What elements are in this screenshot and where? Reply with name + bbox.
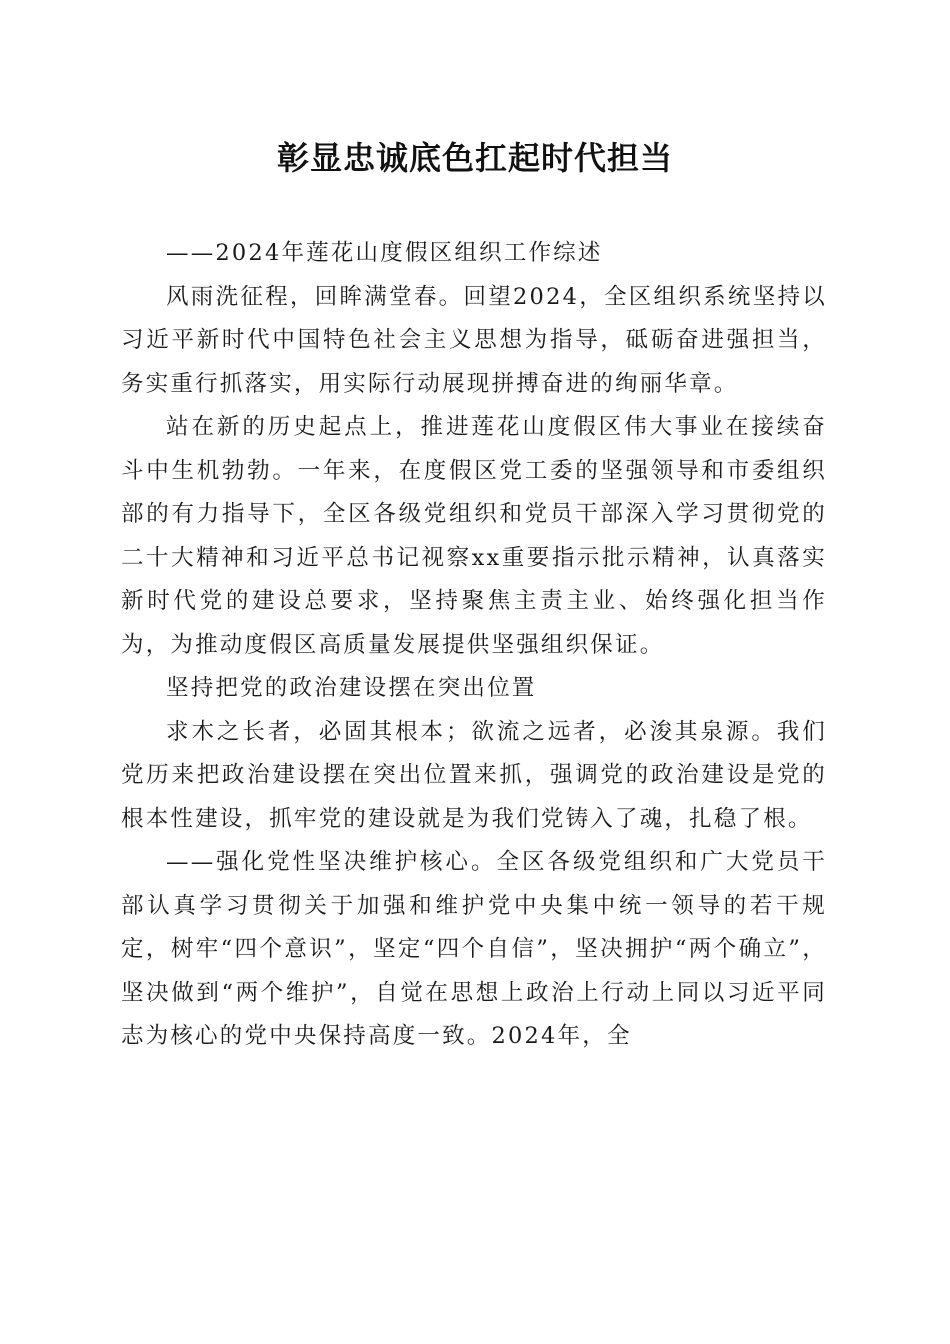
paragraph-overview: 站在新的历史起点上，推进莲花山度假区伟大事业在接续奋斗中生机勃勃。一年来，在度假区党工委的坚强领导和市委组织部的有力指导下，全区各级党组织和党员干部深入学习贯彻党的二十大精神和习近平总书记视察xx重要指示批示精神，认真落实新时代党的建设总要求，坚持聚焦主责主业、始终强化担当作为，为推动度假区高质量发展提供坚强组织保证。 bbox=[121, 414, 827, 658]
document-title: 彰显忠诚底色扛起时代担当 bbox=[276, 139, 673, 177]
section-heading-political-building: 坚持把党的政治建设摆在突出位置 bbox=[166, 675, 537, 701]
document-subtitle: ——2024年莲花山度假区组织工作综述 bbox=[166, 240, 603, 266]
paragraph-party-spirit: ——强化党性坚决维护核心。全区各级党组织和广大党员干部认真学习贯彻关于加强和维护党中央集中统一领导的若干规定，树牢“四个意识”，坚定“四个自信”，坚决拥护“两个确立”，坚决做到“两个维护”，自觉在思想上政治上行动上同以习近平同志为核心的党中央保持高度一致。2024年，全 bbox=[121, 849, 827, 1049]
paragraph-political-building: 求木之长者，必固其根本；欲流之远者，必浚其泉源。我们党历来把政治建设摆在突出位置来抓，强调党的政治建设是党的根本性建设，抓牢党的建设就是为我们党铸入了魂，扎稳了根。 bbox=[121, 718, 827, 832]
document-body bbox=[121, 232, 827, 1059]
paragraph-intro: 风雨洗征程，回眸满堂春。回望2024，全区组织系统坚持以习近平新时代中国特色社会主义思想为指导，砥砺奋进强担当，务实重行抓落实，用实际行动展现拼搏奋进的绚丽华章。 bbox=[121, 283, 827, 397]
